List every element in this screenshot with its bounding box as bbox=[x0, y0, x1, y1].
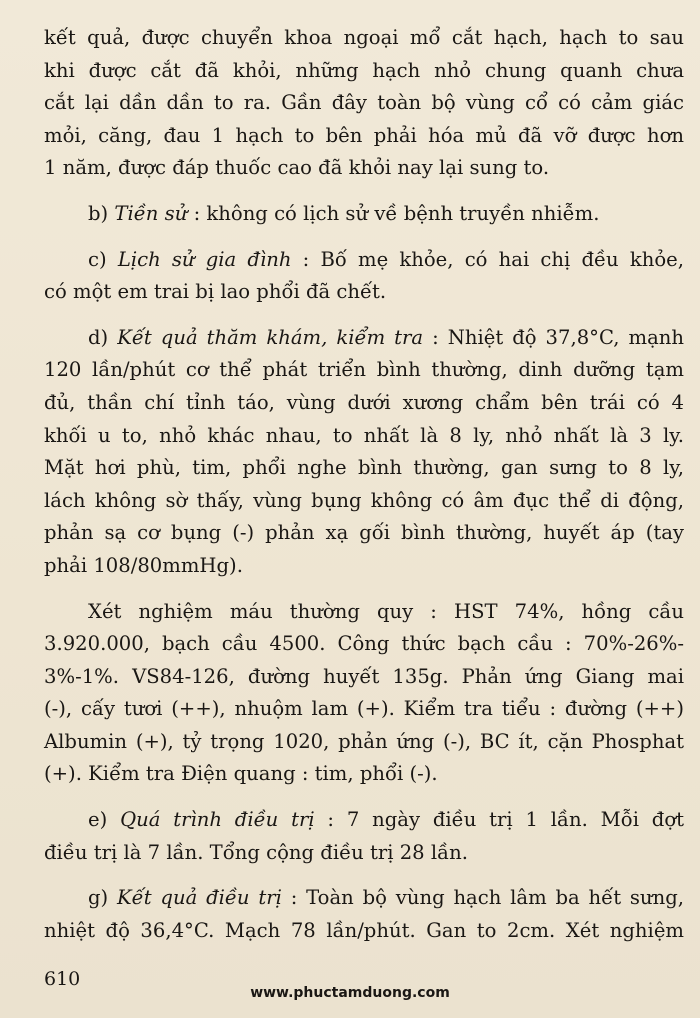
text-line: 1 năm, được đáp thuốc cao đã khỏi nay lại sung to. bbox=[44, 156, 550, 180]
text-line: phải 108/80mmHg). bbox=[44, 553, 243, 577]
text-line: Albumin (+), tỷ trọng 1020, phản ứng (-), BC ít, cặn Phosphat bbox=[44, 729, 684, 753]
text-line bbox=[44, 882, 684, 915]
text-line: 3%-1%. VS84-126, đường huyết 135g. Phản ứng Giang mai bbox=[44, 664, 684, 688]
item-title: Kết quả điều trị bbox=[117, 886, 282, 910]
text-line bbox=[44, 804, 684, 837]
text-line bbox=[44, 322, 684, 355]
paragraph-family-history bbox=[44, 244, 684, 309]
text-line: Mặt hơi phù, tim, phổi nghe bình thường, gan sưng to 8 ly, bbox=[44, 456, 684, 480]
text-line: (-), cấy tươi (++), nhuộm lam (+). Kiểm tra tiểu : đường (++) bbox=[44, 697, 684, 721]
text-line: 3.920.000, bạch cầu 4500. Công thức bạch cầu : 70%-26%- bbox=[44, 632, 684, 656]
text-line bbox=[44, 244, 684, 277]
item-label: e) bbox=[88, 808, 121, 832]
paragraph-treatment-process bbox=[44, 804, 684, 869]
item-text: : Toàn bộ vùng hạch lâm ba hết sưng, bbox=[281, 886, 684, 910]
text-line: khối u to, nhỏ khác nhau, to nhất là 8 ly, nhỏ nhất là 3 ly. bbox=[44, 423, 684, 447]
item-title: Tiền sử bbox=[114, 201, 188, 225]
text-line: mỏi, căng, đau 1 hạch to bên phải hóa mủ đã vỡ được hơn bbox=[44, 123, 684, 147]
item-text: : Bố mẹ khỏe, có hai chị đều khỏe, bbox=[291, 247, 684, 271]
item-label: b) bbox=[88, 201, 115, 225]
text-line: khi được cắt đã khỏi, những hạch nhỏ chung quanh chưa bbox=[44, 58, 684, 82]
paragraph-lab-tests bbox=[44, 596, 684, 792]
text-line: đủ, thần chí tỉnh táo, vùng dưới xương chẩm bên trái có 4 bbox=[44, 390, 684, 414]
page-number: 610 bbox=[44, 968, 81, 990]
item-label: d) bbox=[88, 325, 118, 349]
text-line: nhiệt độ 36,4°C. Mạch 78 lần/phút. Gan to 2cm. Xét nghiệm bbox=[44, 918, 684, 942]
item-label: g) bbox=[88, 886, 118, 910]
body-text bbox=[44, 22, 684, 947]
item-title: Lịch sử gia đình bbox=[117, 247, 292, 271]
text-line: 120 lần/phút cơ thể phát triển bình thường, dinh dưỡng tạm bbox=[44, 358, 684, 382]
item-title: Kết quả thăm khám, kiểm tra bbox=[117, 325, 424, 349]
text-line: cắt lại dần dần to ra. Gần đây toàn bộ vùng cổ có cảm giác bbox=[44, 91, 684, 115]
item-label: c) bbox=[88, 247, 118, 271]
item-text: : Nhiệt độ 37,8°C, mạnh bbox=[423, 325, 685, 349]
item-text: : không có lịch sử về bệnh truyền nhiễm. bbox=[187, 201, 600, 225]
item-title: Quá trình điều trị bbox=[120, 808, 315, 832]
text-line: (+). Kiểm tra Điện quang : tim, phổi (-). bbox=[44, 762, 438, 786]
paragraph-history-present bbox=[44, 22, 684, 185]
text-line: Xét nghiệm máu thường quy : HST 74%, hồng cầu bbox=[88, 599, 684, 623]
text-line: phản sạ cơ bụng (-) phản xạ gối bình thường, huyết áp (tay bbox=[44, 521, 684, 545]
text-line: có một em trai bị lao phổi đã chết. bbox=[44, 280, 387, 304]
paragraph-examination bbox=[44, 322, 684, 583]
text-line: kết quả, được chuyển khoa ngoại mổ cắt hạch, hạch to sau bbox=[44, 26, 684, 49]
text-line bbox=[44, 198, 684, 231]
item-text: : 7 ngày điều trị 1 lần. Mỗi đợt bbox=[314, 808, 684, 832]
paragraph-past-history bbox=[44, 198, 684, 231]
paragraph-treatment-result bbox=[44, 882, 684, 947]
footer-url: www.phuctamduong.com bbox=[250, 985, 450, 1001]
text-line: lách không sờ thấy, vùng bụng không có âm đục thể di động, bbox=[44, 488, 684, 512]
text-line: điều trị là 7 lần. Tổng cộng điều trị 28 lần. bbox=[44, 840, 469, 864]
